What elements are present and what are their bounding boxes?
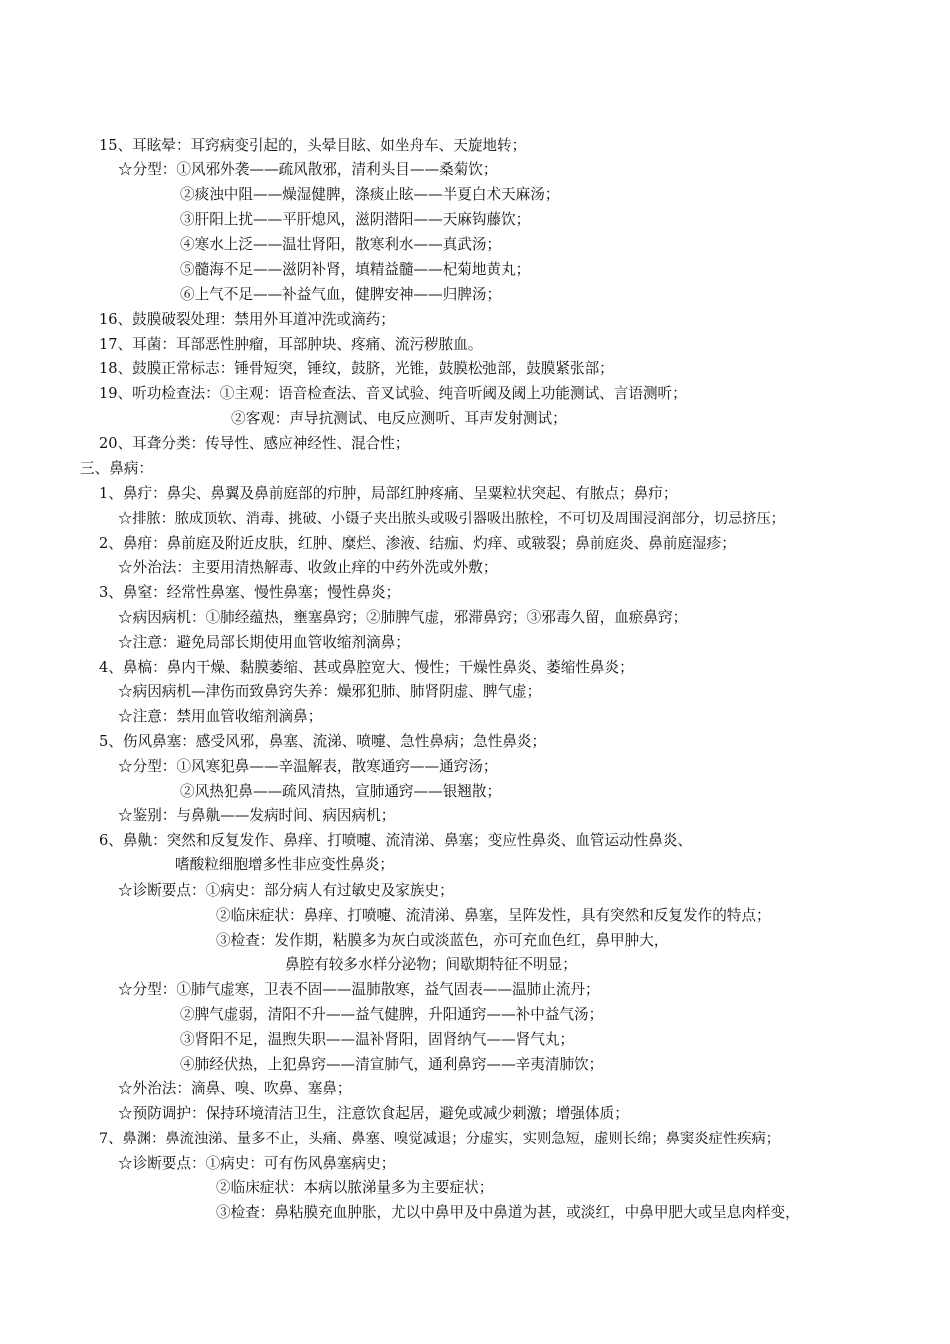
text-line: ③检查：发作期，粘膜多为灰白或淡蓝色，亦可充血色红，鼻甲肿大， <box>216 932 669 949</box>
text-line: ☆病因病机：①肺经蕴热，壅塞鼻窍；②肺脾气虚，邪滞鼻窍；③邪毒久留，血瘀鼻窍； <box>118 609 688 626</box>
text-line: 20、耳聋分类：传导性、感应神经性、混合性； <box>99 435 410 452</box>
text-line: ②痰浊中阻——燥湿健脾，涤痰止眩——半夏白术天麻汤； <box>180 186 560 203</box>
text-line: ☆分型：①风寒犯鼻——辛温解表，散寒通窍——通窍汤； <box>118 758 498 775</box>
text-line: ②临床症状：鼻痒、打喷嚏、流清涕、鼻塞，呈阵发性，具有突然和反复发作的特点； <box>216 907 771 924</box>
text-line: 2、鼻疳：鼻前庭及附近皮肤，红肿、糜烂、渗液、结痂、灼痒、或皲裂；鼻前庭炎、鼻前庭湿疹； <box>99 535 736 552</box>
text-line: ⑥上气不足——补益气血，健脾安神——归脾汤； <box>180 286 502 303</box>
section-heading: 三、鼻病： <box>80 460 153 477</box>
text-line: ☆诊断要点：①病史：部分病人有过敏史及家族史； <box>118 882 454 899</box>
text-line: 4、鼻槁：鼻内干燥、黏膜萎缩、甚或鼻腔宽大、慢性；干燥性鼻炎、萎缩性鼻炎； <box>99 659 634 676</box>
text-line: ③肾阳不足，温煦失职——温补肾阳，固肾纳气——肾气丸； <box>180 1031 575 1048</box>
text-line: ☆外治法：主要用清热解毒、收敛止痒的中药外洗或外敷； <box>118 559 498 576</box>
text-line: ②临床症状：本病以脓涕量多为主要症状； <box>216 1179 494 1196</box>
text-line: ③肝阳上扰——平肝熄风，滋阴潜阳——天麻钩藤饮； <box>180 211 531 228</box>
text-line: ☆分型：①肺气虚寒，卫表不固——温肺散寒，益气固表——温肺止流丹； <box>118 981 600 998</box>
text-line: ☆诊断要点：①病史：可有伤风鼻塞病史； <box>118 1155 396 1172</box>
text-line: ☆预防调护：保持环境清洁卫生，注意饮食起居，避免或减少刺激；增强体质； <box>118 1105 629 1122</box>
text-line: 16、鼓膜破裂处理：禁用外耳道冲洗或滴药； <box>99 311 395 328</box>
text-line: 18、鼓膜正常标志：锤骨短突，锤纹，鼓脐，光锥，鼓膜松弛部，鼓膜紧张部； <box>99 360 614 377</box>
text-line: ④寒水上泛——温壮肾阳，散寒利水——真武汤； <box>180 236 502 253</box>
text-line: ☆病因病机—津伤而致鼻窍失养：燥邪犯肺、肺肾阴虚、脾气虚； <box>118 683 542 700</box>
text-line: ②客观：声导抗测试、电反应测听、耳声发射测试； <box>231 410 567 427</box>
text-line: ②风热犯鼻——疏风清热，宣肺通窍——银翘散； <box>180 783 502 800</box>
text-line: ☆分型：①风邪外袭——疏风散邪，清利头目——桑菊饮； <box>118 161 498 178</box>
text-line: 3、鼻窒：经常性鼻塞、慢性鼻塞；慢性鼻炎； <box>99 584 401 601</box>
text-line: ⑤髓海不足——滋阴补肾，填精益髓——杞菊地黄丸； <box>180 261 531 278</box>
text-line: ☆注意：避免局部长期使用血管收缩剂滴鼻； <box>118 634 410 651</box>
text-line: ☆注意：禁用血管收缩剂滴鼻； <box>118 708 323 725</box>
text-line: 19、听功检查法：①主观：语音检查法、音叉试验、纯音听阈及阈上功能测试、言语测听； <box>99 385 687 402</box>
text-line: 17、耳菌：耳部恶性肿瘤，耳部肿块、疼痛、流污秽脓血。 <box>99 336 483 353</box>
text-line: ④肺经伏热，上犯鼻窍——清宣肺气，通利鼻窍——辛夷清肺饮； <box>180 1056 604 1073</box>
text-line: 嗜酸粒细胞增多性非应变性鼻炎； <box>175 856 394 873</box>
text-line: 1、鼻疔：鼻尖、鼻翼及鼻前庭部的疖肿，局部红肿疼痛、呈粟粒状突起、有脓点；鼻疖； <box>99 485 678 502</box>
text-line: ☆鉴别：与鼻鼽——发病时间、病因病机； <box>118 807 396 824</box>
text-line: ③检查：鼻粘膜充血肿胀，尤以中鼻甲及中鼻道为甚，或淡红，中鼻甲肥大或呈息肉样变， <box>216 1204 800 1221</box>
text-line: ②脾气虚弱，清阳不升——益气健脾，升阳通窍——补中益气汤； <box>180 1006 604 1023</box>
text-line: 5、伤风鼻塞：感受风邪，鼻塞、流涕、喷嚏、急性鼻病；急性鼻炎； <box>99 733 547 750</box>
text-line: ☆排脓：脓成顶软、消毒、挑破、小镊子夹出脓头或吸引器吸出脓栓，不可切及周围浸润部分，切忌挤压； <box>118 511 785 527</box>
text-line: ☆外治法：滴鼻、嗅、吹鼻、塞鼻； <box>118 1080 352 1097</box>
text-line: 鼻腔有较多水样分泌物；间歇期特征不明显； <box>285 956 577 973</box>
text-line: 7、鼻渊：鼻流浊涕、量多不止，头痛、鼻塞、嗅觉减退；分虚实，实则急短，虚则长绵；鼻窦炎症性疾病； <box>99 1131 781 1147</box>
text-line: 6、鼻鼽：突然和反复发作、鼻痒、打喷嚏、流清涕、鼻塞；变应性鼻炎、血管运动性鼻炎、 <box>99 832 693 849</box>
text-line: 15、耳眩晕：耳窍病变引起的，头晕目眩、如坐舟车、天旋地转； <box>99 137 527 154</box>
